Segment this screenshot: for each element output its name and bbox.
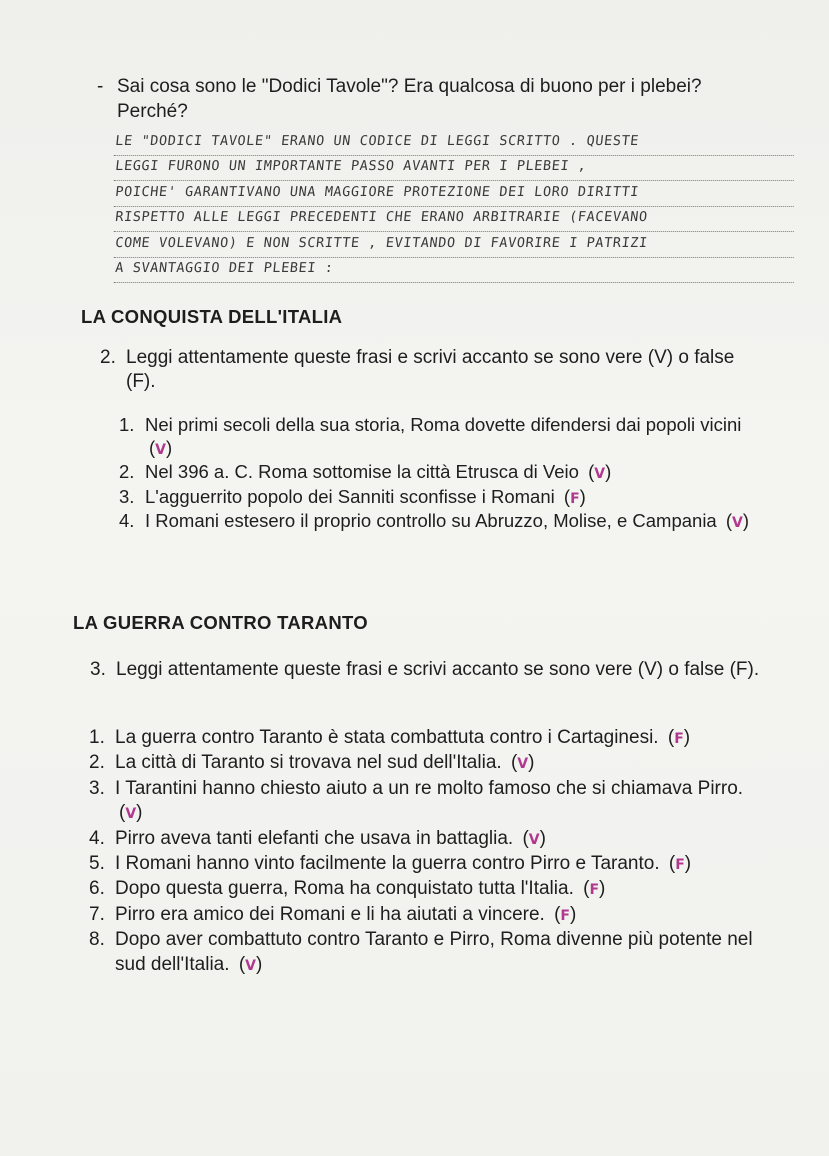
question-1-text: Sai cosa sono le "Dodici Tavole"? Era qualcosa di buono per i plebei? Perché? [117,76,702,122]
list-item [89,928,759,978]
list-item [89,852,759,877]
answer-box: (V) [119,802,143,824]
answer-box: (V) [238,953,263,975]
handwritten-line: COME VOLEVANO) E NON SCRITTE , EVITANDO DI FAVORIRE I PATRIZI [114,233,797,258]
question-1 [97,74,757,124]
answer-box: (V) [588,461,612,482]
section1-items [119,414,759,535]
item-text: Pirro era amico dei Romani e li ha aiutati a vincere. [115,903,545,925]
answer-mark: V [245,957,256,974]
question-1-dash: - [97,76,104,97]
question-3-number: 3. [90,659,106,680]
item-text: La città di Taranto si trovava nel sud dell'Italia. [115,752,502,774]
item-text: I Tarantini hanno chiesto aiuto a un re molto famoso che si chiamava Pirro. [115,777,744,799]
item-number: 1. [89,727,105,748]
answer-box: (F) [554,903,577,925]
answer-box: (F) [668,853,692,875]
handwritten-answer [115,131,795,283]
item-text: Dopo aver combattuto contro Taranto e Pirro, Roma divenne più potente nel sud dell'Italia. [115,929,753,975]
item-number: 8. [89,929,105,951]
item-text: L'agguerrito popolo dei Sanniti sconfisse i Romani [145,485,555,507]
list-item [119,486,759,511]
item-number: 6. [89,878,105,900]
answer-box: (F) [667,727,691,748]
answer-mark: F [674,731,684,747]
item-number: 3. [119,485,135,507]
answer-box: (V) [725,510,750,531]
list-item [119,414,759,461]
list-item [119,461,759,486]
item-number: 2. [89,752,105,774]
item-text: I Romani estesero il proprio controllo su Abruzzo, Molise, e Campania [145,510,717,531]
list-item [89,877,759,902]
question-2 [100,346,765,394]
item-text: La guerra contro Taranto è stata combattuta contro i Cartaginesi. [115,727,659,748]
answer-box: (F) [583,878,606,900]
question-3-text: Leggi attentamente queste frasi e scrivi accanto se sono vere (V) o false (F). [116,659,760,680]
item-number: 1. [119,414,135,435]
answer-box: (V) [522,827,546,849]
answer-mark: F [589,882,600,899]
list-item [89,827,759,852]
item-text: Nei primi secoli della sua storia, Roma dovette difendersi dai popoli vicini [145,414,742,435]
question-2-text: Leggi attentamente queste frasi e scrivi accanto se sono vere (V) o false (F). [126,347,735,392]
answer-mark: V [594,466,606,482]
list-item [89,903,759,928]
answer-mark: V [528,831,540,848]
item-number: 4. [89,827,105,849]
answer-mark: F [570,490,580,507]
list-item [89,777,759,827]
answer-mark: F [560,907,570,924]
answer-box: (F) [563,485,586,507]
list-item [119,510,759,535]
item-number: 7. [89,903,105,925]
item-number: 2. [119,461,135,482]
handwritten-line: POICHE' GARANTIVANO UNA MAGGIORE PROTEZIONE DEI LORO DIRITTI [114,182,797,207]
item-number: 5. [89,853,105,875]
list-item [89,751,759,776]
question-3 [90,658,775,682]
handwritten-line: A SVANTAGGIO DEI PLEBEI : [114,258,797,283]
item-number: 3. [89,777,105,799]
handwritten-line: LE "DODICI TAVOLE" ERANO UN CODICE DI LEGGI SCRITTO . QUESTE [114,131,797,156]
question-2-number: 2. [100,347,116,368]
item-number: 4. [119,510,135,531]
item-text: Pirro aveva tanti elefanti che usava in battaglia. [115,827,514,849]
list-item [89,726,759,751]
handwritten-line: RISPETTO ALLE LEGGI PRECEDENTI CHE ERANO ARBITRARIE (FACEVANO [114,207,797,232]
item-text: I Romani hanno vinto facilmente la guerra contro Pirro e Taranto. [115,853,660,875]
answer-mark: V [517,756,529,773]
section-title-conquista: LA CONQUISTA DELL'ITALIA [81,306,343,327]
answer-box: (V) [149,436,173,458]
section-title-taranto: LA GUERRA CONTRO TARANTO [73,612,368,633]
answer-mark: V [155,441,167,458]
item-text: Nel 396 a. C. Roma sottomise la città Etrusca di Veio [145,461,579,482]
answer-mark: V [732,515,743,531]
section2-items [89,726,759,978]
item-text: Dopo questa guerra, Roma ha conquistato tutta l'Italia. [115,878,574,900]
handwritten-line: LEGGI FURONO UN IMPORTANTE PASSO AVANTI PER I PLEBEI , [114,156,797,181]
answer-box: (V) [510,752,535,774]
answer-mark: F [675,857,685,874]
answer-mark: V [125,806,137,823]
